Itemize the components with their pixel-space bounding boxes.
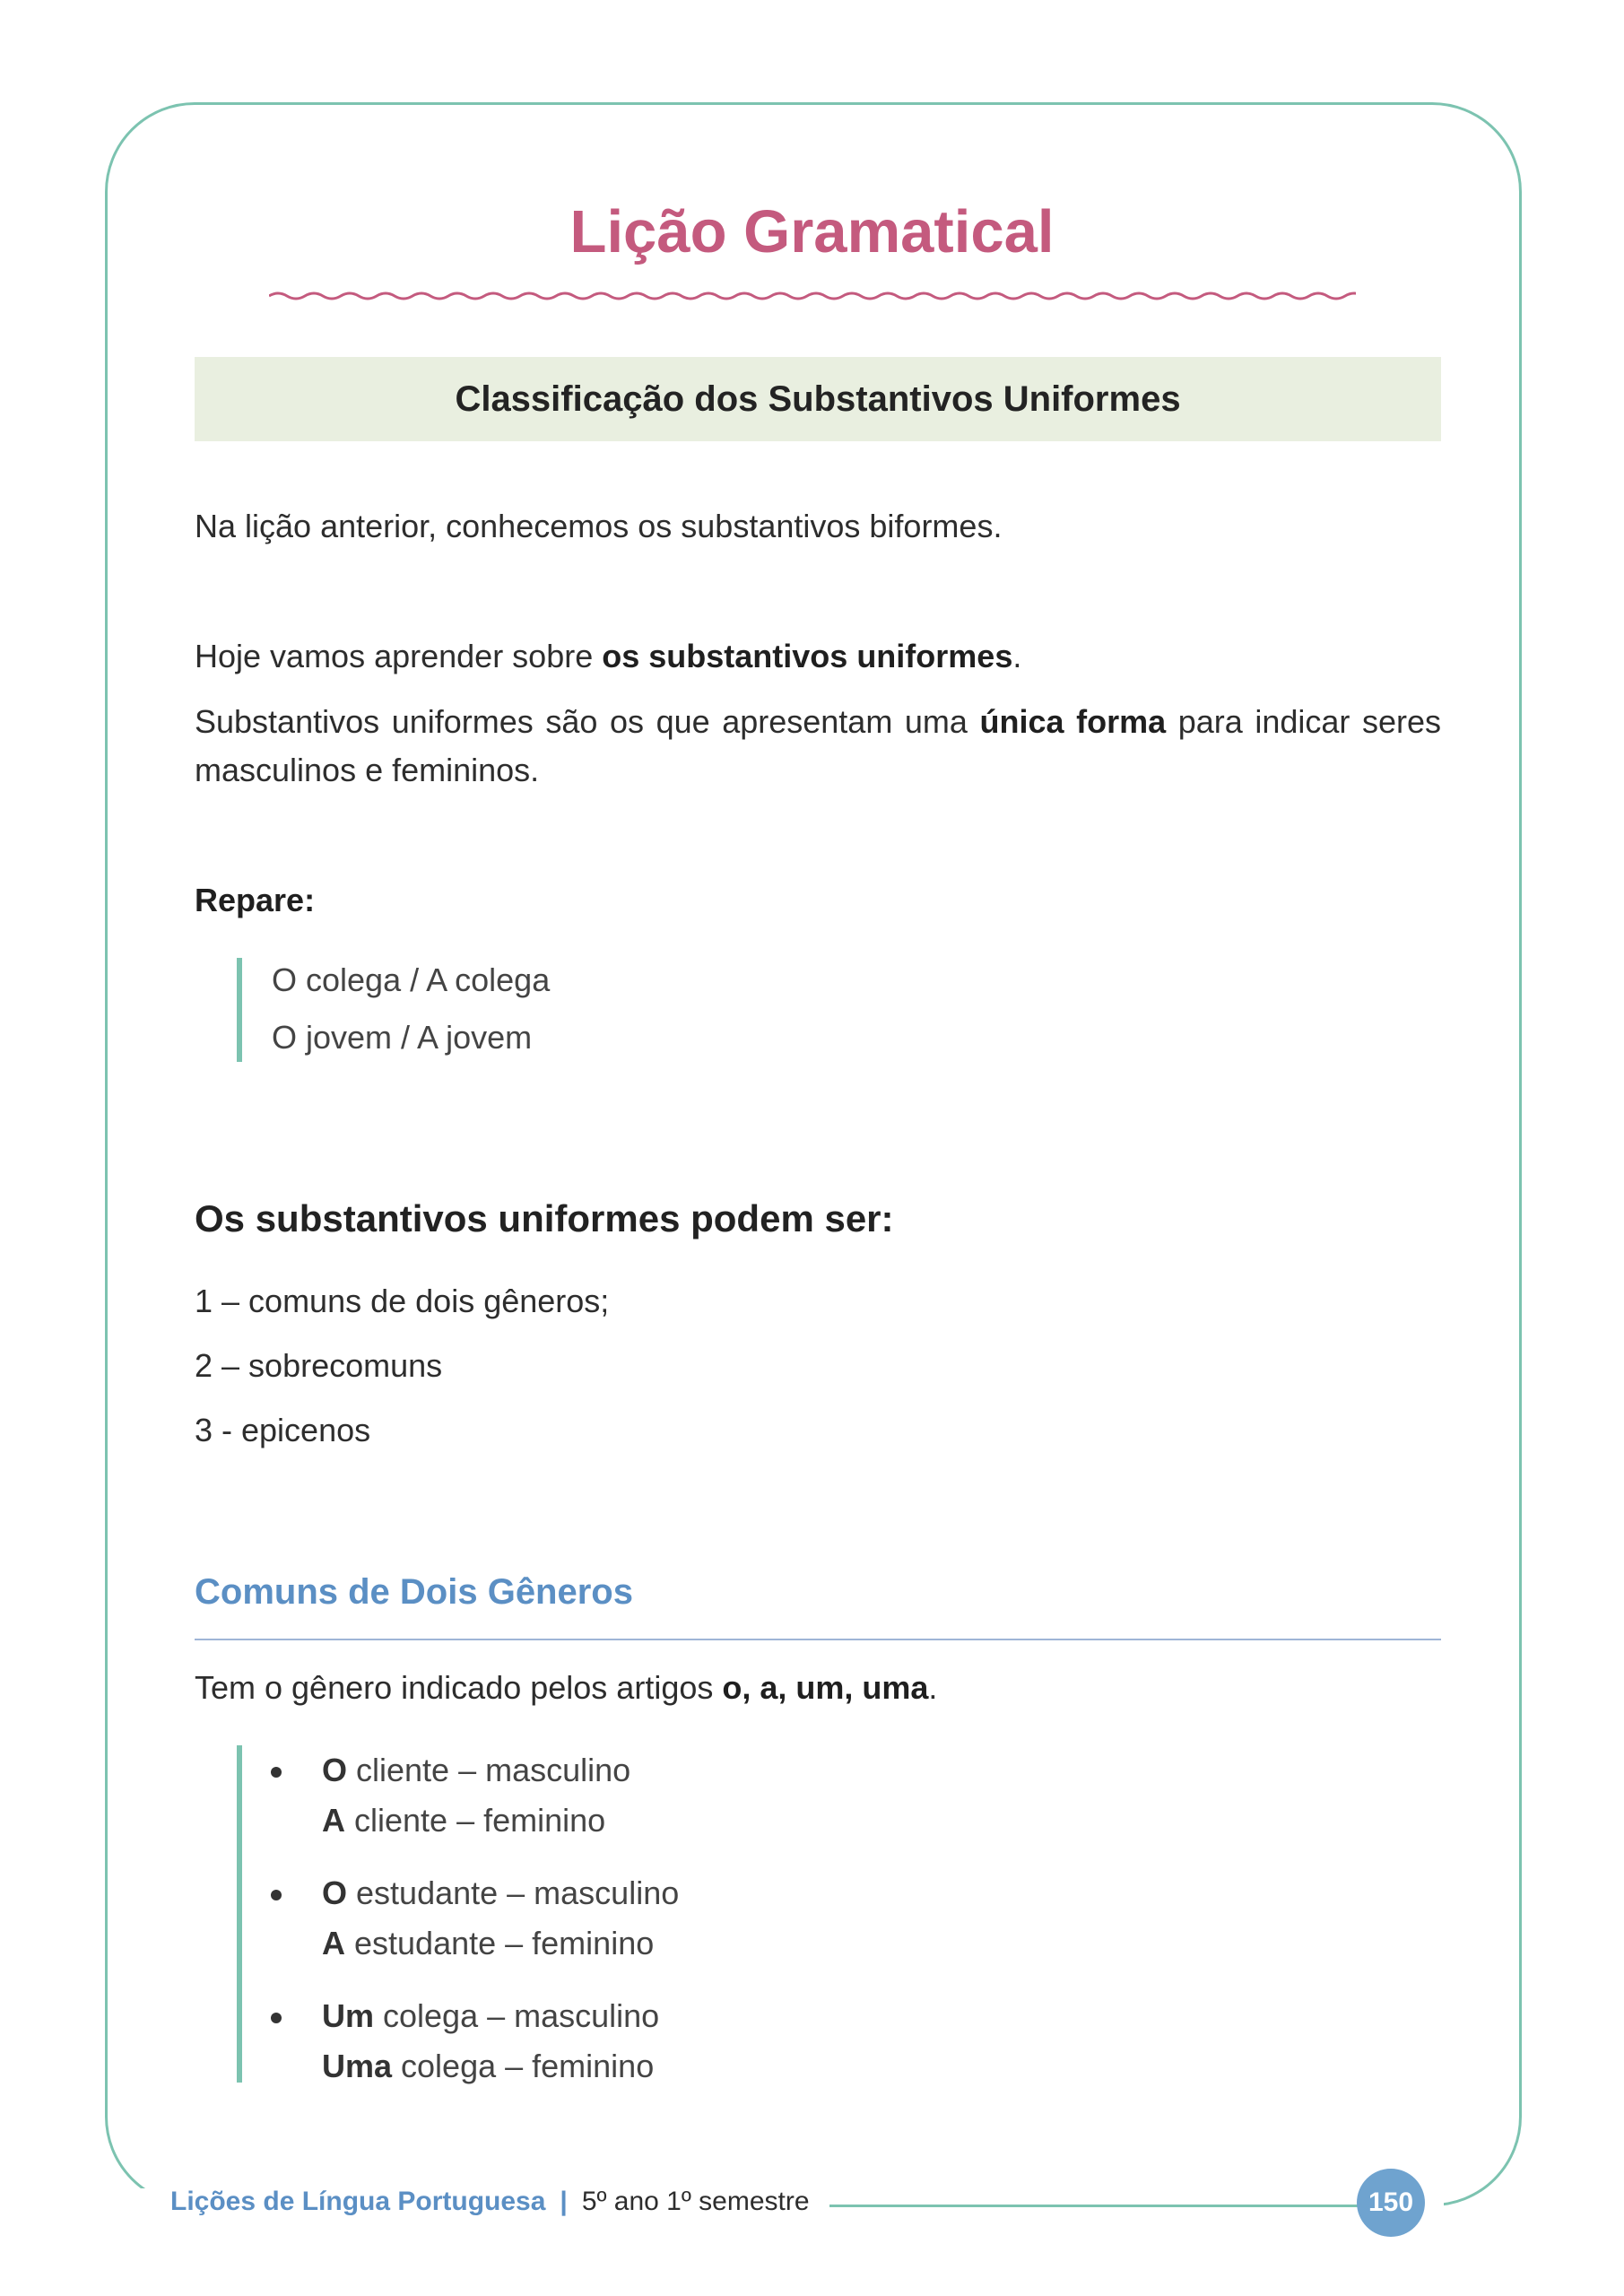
types-heading: Os substantivos uniformes podem ser: bbox=[195, 1197, 894, 1239]
definition-paragraph bbox=[195, 698, 1441, 795]
footer bbox=[170, 2187, 810, 2217]
types-item: 1 – comuns de dois gêneros; bbox=[195, 1283, 610, 1319]
definition-prefix: Substantivos uniformes são os que apresentam uma bbox=[195, 703, 980, 740]
page-title: Lição Gramatical bbox=[569, 198, 1055, 265]
repare-label: Repare: bbox=[195, 882, 316, 918]
example-text: colega – masculino bbox=[374, 1997, 660, 2034]
example-text: estudante – feminino bbox=[345, 1925, 655, 1961]
article-bold: A bbox=[322, 1925, 345, 1961]
bullet-line-masculine bbox=[322, 1745, 630, 1796]
comuns-heading-rule bbox=[195, 1639, 1441, 1640]
comuns-desc-bold: o, a, um, uma bbox=[722, 1669, 929, 1706]
bullet-line-feminine bbox=[322, 2041, 659, 2092]
example-text: cliente – feminino bbox=[345, 1802, 606, 1839]
footer-grade: 5º ano 1º semestre bbox=[581, 2187, 810, 2216]
today-paragraph bbox=[195, 632, 1441, 681]
article-bold: Um bbox=[322, 1997, 375, 2034]
comuns-heading: Comuns de Dois Gêneros bbox=[195, 1572, 633, 1612]
bullet-item bbox=[322, 1991, 659, 2092]
bullet-line-masculine bbox=[322, 1868, 679, 1918]
repare-quote-bar bbox=[237, 958, 242, 1062]
example-text: estudante – masculino bbox=[347, 1874, 680, 1911]
comuns-quote-bar bbox=[237, 1745, 242, 2083]
section-banner: Classificação dos Substantivos Uniformes bbox=[195, 357, 1441, 441]
article-bold: A bbox=[322, 1802, 345, 1839]
today-prefix: Hoje vamos aprender sobre bbox=[195, 638, 603, 674]
types-item: 3 - epicenos bbox=[195, 1412, 371, 1448]
definition-suffix: para indicar seres masculinos e femininos. bbox=[195, 703, 1442, 788]
bullet-line-feminine bbox=[322, 1918, 679, 1969]
today-suffix: . bbox=[1012, 638, 1022, 674]
bullet-dot bbox=[271, 1890, 282, 1900]
bullet-item bbox=[322, 1745, 630, 1846]
today-bold: os substantivos uniformes bbox=[602, 638, 1013, 674]
definition-bold: única forma bbox=[979, 703, 1167, 740]
comuns-desc-suffix: . bbox=[928, 1669, 938, 1706]
comuns-description bbox=[195, 1664, 1441, 1712]
example-text: cliente – masculino bbox=[347, 1752, 631, 1788]
bullet-line-masculine bbox=[322, 1991, 659, 2041]
bullet-line-feminine bbox=[322, 1796, 630, 1846]
bullet-dot bbox=[271, 2013, 282, 2023]
bullet-item bbox=[322, 1868, 679, 1969]
footer-rule bbox=[829, 2205, 1363, 2207]
page-number-badge: 150 bbox=[1357, 2169, 1425, 2237]
types-item: 2 – sobrecomuns bbox=[195, 1347, 443, 1384]
bullet-dot bbox=[271, 1767, 282, 1778]
example-text: colega – feminino bbox=[392, 2048, 655, 2084]
comuns-desc-prefix: Tem o gênero indicado pelos artigos bbox=[195, 1669, 723, 1706]
article-bold: O bbox=[322, 1752, 348, 1788]
repare-example: O jovem / A jovem bbox=[272, 1019, 533, 1056]
footer-brand: Lições de Língua Portuguesa bbox=[170, 2187, 546, 2216]
intro-paragraph: Na lição anterior, conhecemos os substantivos biformes. bbox=[195, 508, 1003, 544]
article-bold: O bbox=[322, 1874, 348, 1911]
footer-separator: | bbox=[560, 2187, 568, 2216]
article-bold: Uma bbox=[322, 2048, 393, 2084]
repare-example: O colega / A colega bbox=[272, 961, 551, 998]
title-wave-divider bbox=[269, 285, 1356, 307]
